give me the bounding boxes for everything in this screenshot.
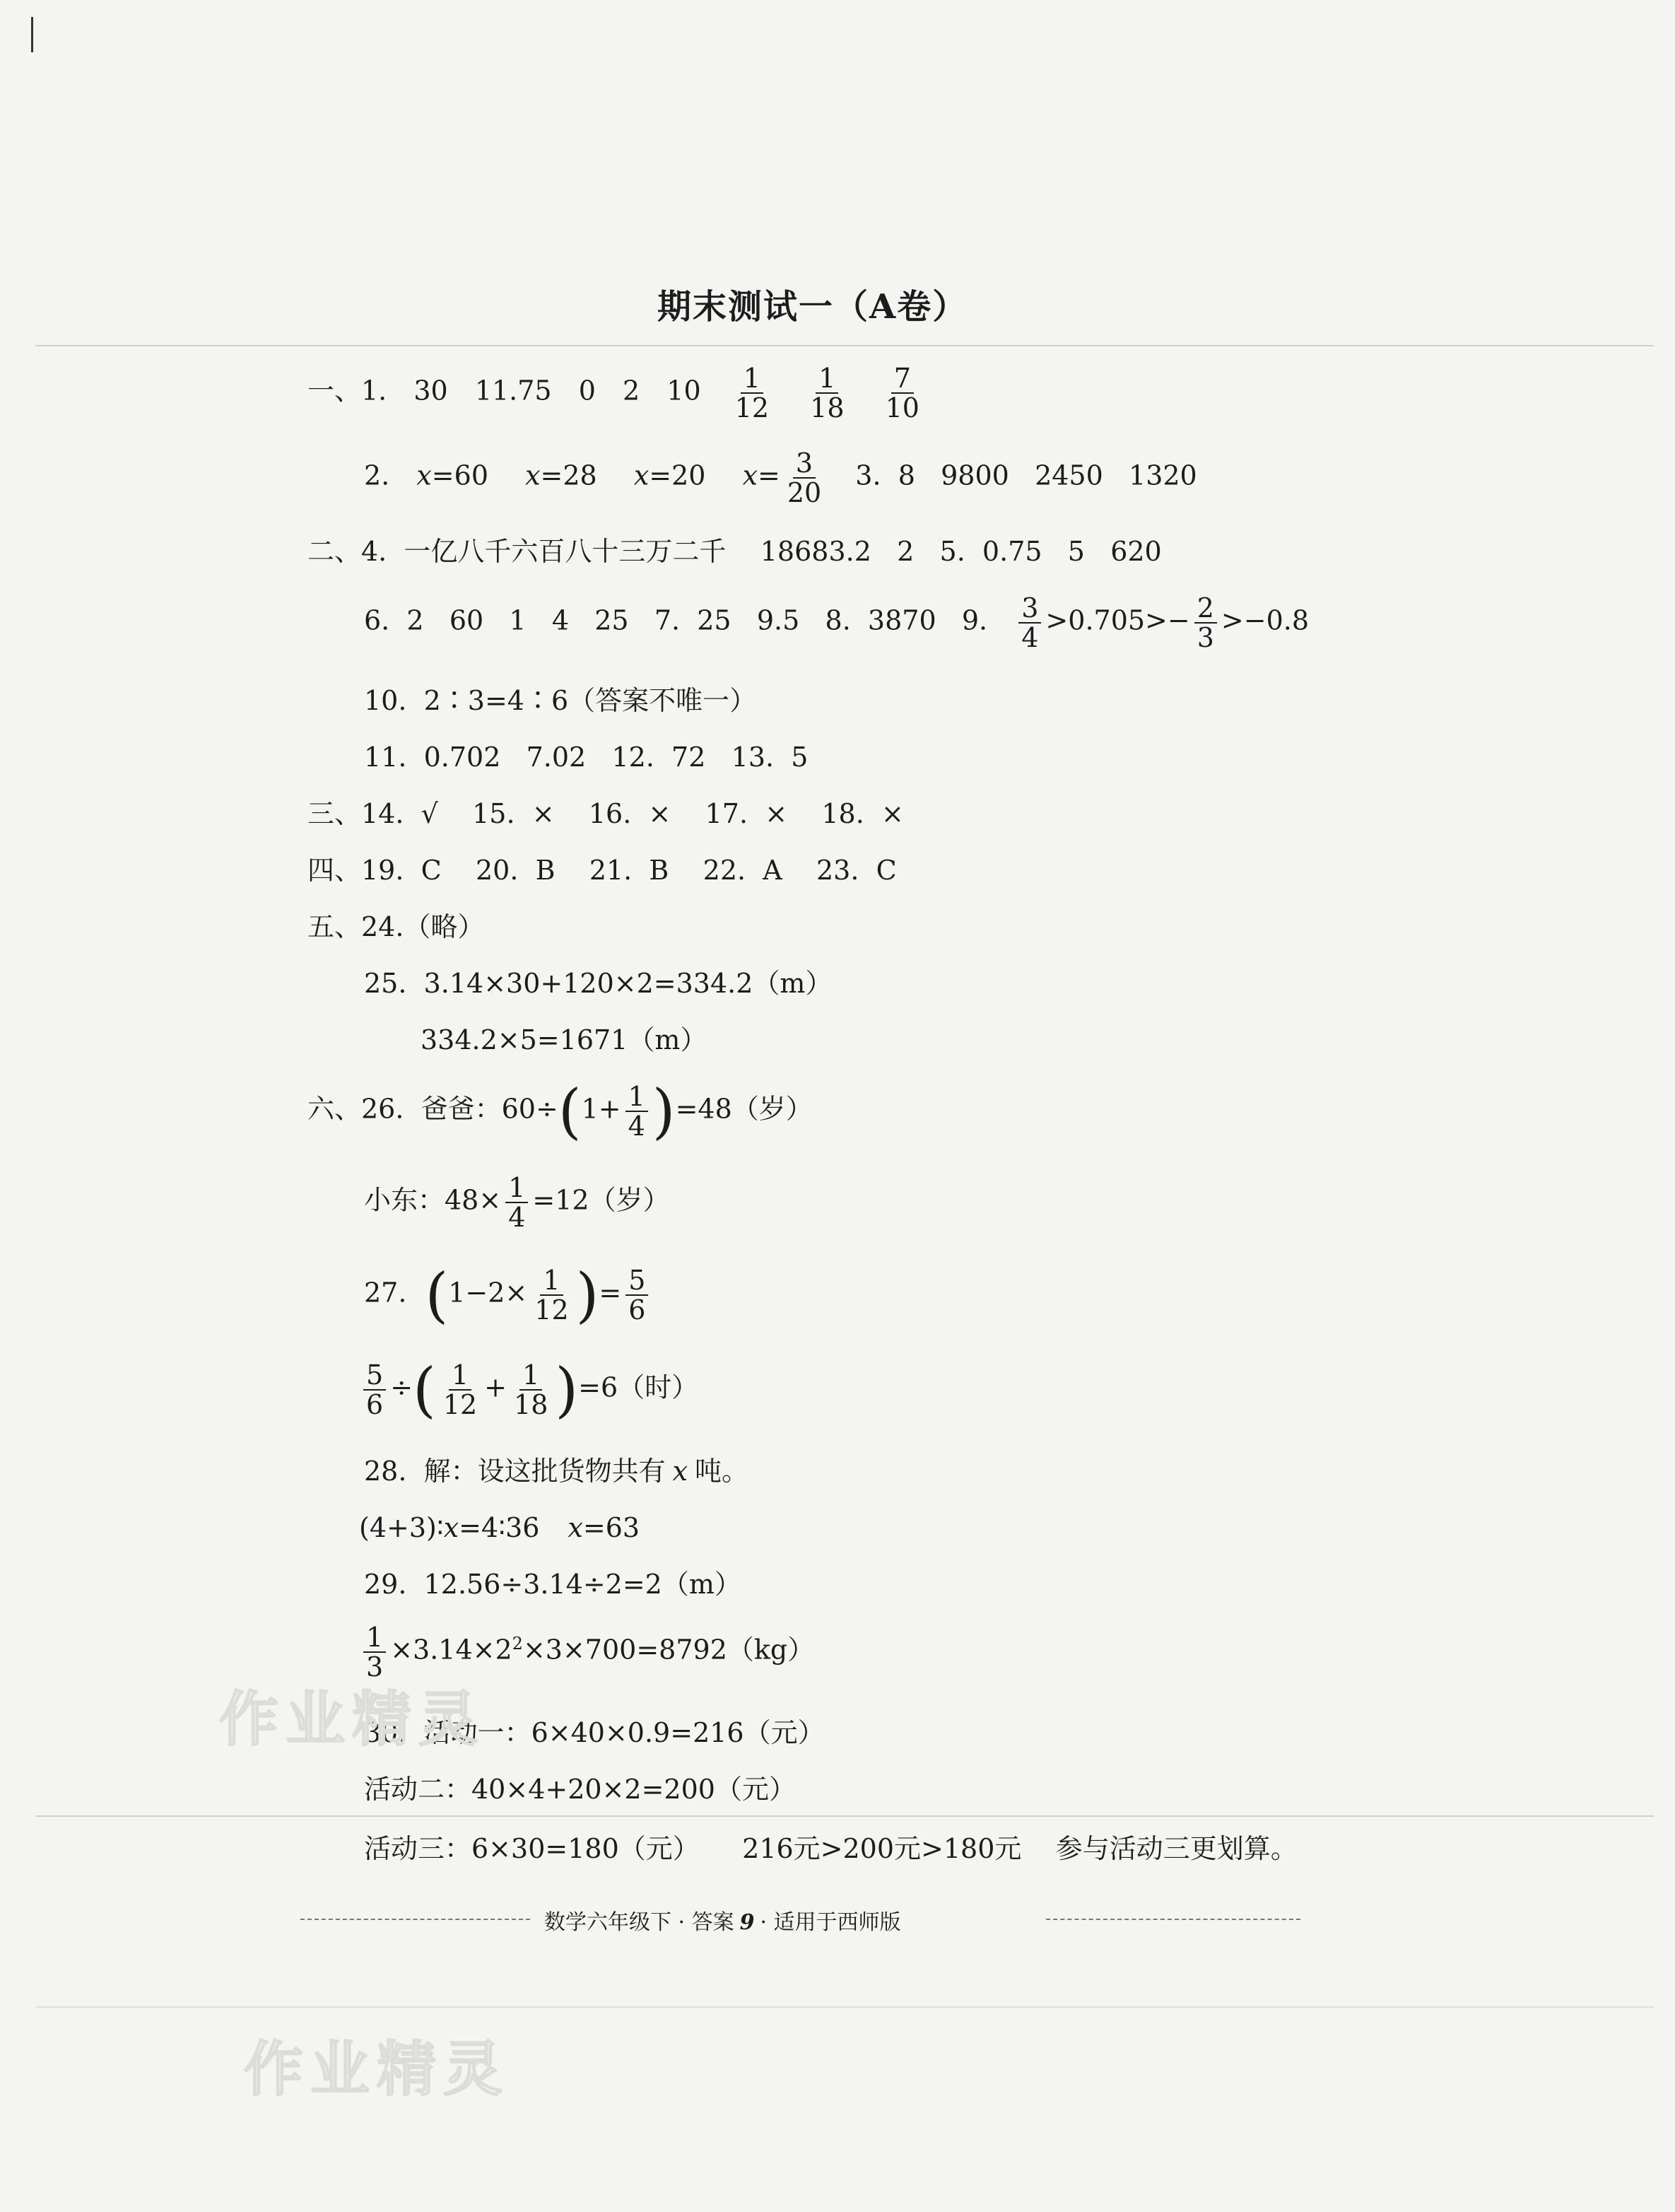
answer-line-18: 29. 12.56÷3.14÷2=2（m） [364,1569,741,1600]
answer-line-4: 6. 2 60 1 4 25 7. 25 9.5 8. 3870 9. $\frac{3}{4}$ >0.705>− $\frac{2}{3}$ >−0.8 [364,592,1310,653]
answer-line-15: $\frac{5}{6}$ ÷( $\frac{1}{12}$ + $\frac{1}{18}$ )=6（时） [359,1360,698,1420]
fraction: $\frac{1}{3}$ [363,1623,386,1681]
answer-line-19: $\frac{1}{3}$ $\times 3.14\times 2^2\times 3\times 700=8792(kg)$ [359,1623,814,1681]
bottom-rule [35,1815,1654,1817]
fraction: $\frac{5}{6}$ [625,1266,648,1324]
fraction: $\frac{1}{18}$ [810,363,845,423]
page-title: 期末测试一（A卷） [657,287,968,327]
answer-line-7: 三、14. √ 15. × 16. × 17. × 18. × [307,798,904,829]
answer-line-5: 10. 2∶3=4∶6（答案不唯一） [364,685,757,716]
answer-line-6: 11. 0.702 7.02 12. 72 13. 5 [364,742,809,773]
answer-line-20: 30. 活动一：6×40×0.9=216（元） [364,1717,825,1748]
fraction: $\frac{7}{10}$ [885,363,919,423]
answer-line-21: 活动二：40×4+20×2=200（元） [364,1774,796,1805]
answer-line-17: (4+3)∶x=4∶36 x=63 [359,1512,640,1543]
answer-line-8: 四、19. C 20. B 21. B 22. A 23. C [307,855,897,886]
answer-line-12: 六、26. 爸爸：60÷(1+ $\frac{1}{4}$ )=48（岁） [307,1077,813,1146]
answer-line-3: 二、4. 一亿八千六百八十三万二千 18683.2 2 5. 0.75 5 620 [307,536,1162,567]
answer-line-22: 活动三：6×30=180（元） 216元>200元>180元 参与活动三更划算。 [364,1833,1298,1864]
page-footer: 数学六年级下 · 答案 9 · 适用于西师版 [544,1910,901,1935]
answer-line-10: 25. 3.14×30+120×2=334.2（m） [364,968,833,999]
fraction: $\frac{1}{12}$ [442,1359,478,1420]
answer-line-11: 334.2×5=1671（m） [421,1024,707,1055]
fraction: $\frac{5}{6}$ [363,1361,386,1419]
top-rule [35,345,1654,346]
fraction: $\frac{3}{4}$ [1018,594,1041,652]
fraction: $\frac{1}{4}$ [625,1082,648,1140]
answer-line-16: 28. 解：设这批货物共有 x 吨。 [364,1456,749,1487]
watermark-logo: 作业精灵 [244,2035,510,2104]
answer-line-1: 一、1. 30 11.75 0 2 10 $\frac{1}{12}$ $\frac{1}{18}$ $\frac{7}{10}$ [307,364,927,422]
margin-mark [31,17,33,52]
fraction: $\frac{1}{12}$ [534,1265,569,1326]
fraction: $\frac{1}{18}$ [514,1359,548,1420]
answer-line-14: 27. (1−2× $\frac{1}{12}$ )= $\frac{5}{6}$ [364,1265,652,1325]
fraction: $\frac{3}{20}$ [787,447,822,508]
lower-rule [35,2006,1654,2008]
fraction: $\frac{1}{4}$ [505,1174,528,1231]
fraction: $\frac{1}{12}$ [734,363,770,423]
answer-line-2: 2. x=60 x=28 x=20 x= $\frac{3}{20}$ 3. 8 9800 2450 1320 [364,447,1197,508]
answer-line-9: 五、24.（略） [307,911,485,942]
fraction: $\frac{2}{3}$ [1194,594,1217,652]
watermark-logo: 作业精灵 [219,1685,486,1754]
footer-dash-right [1046,1919,1300,1920]
footer-dash-left [300,1919,530,1920]
answer-line-13: 小东：48× $\frac{1}{4}$ =12（岁） [364,1172,670,1233]
